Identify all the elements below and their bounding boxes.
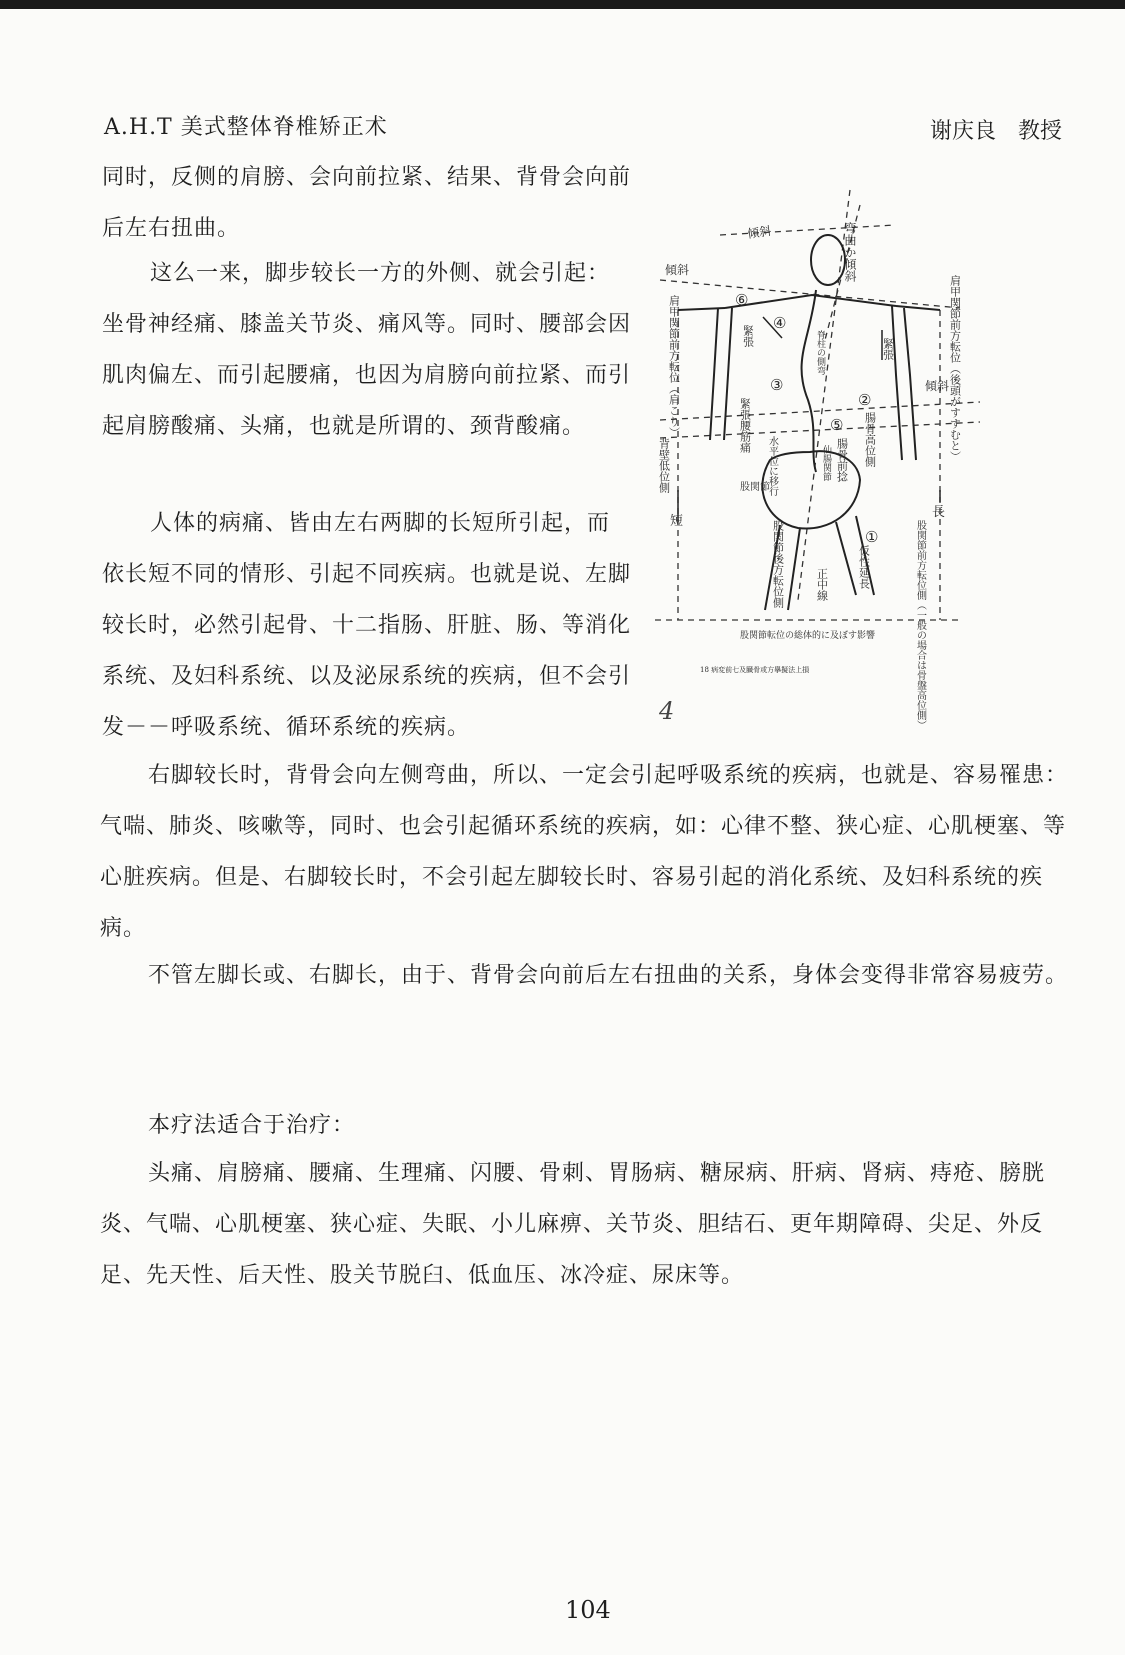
label-sacroiliac: 仙腸関節 (821, 445, 831, 481)
top-border-rule (0, 0, 1125, 9)
label-scapula-left: 肩甲関節前方転位（肩こり） (667, 295, 681, 438)
paragraph-4: 右脚较长时，背骨会向左侧弯曲，所以、一定会引起呼吸系统的疾病，也就是、容易罹患：气喘、肺炎、咳嗽等，同时、也会引起循环系统的疾病，如：心律不整、狭心症、心肌梗塞、等心脏疾病。但是、右脚较长时，不会引起左脚较长时、容易引起的消化系统、及妇科系统的疾病。 (100, 763, 1069, 941)
label-horizontal-shift: 水平位に移行 (766, 436, 778, 496)
marker-1: ① (865, 528, 879, 546)
body-outline (678, 235, 940, 610)
marker-6: ⑥ (735, 291, 749, 309)
label-hip-joint: 股関節 (740, 482, 770, 493)
paragraph-2: 这么一来，脚步较长一方的外侧、就会引起：坐骨神经痛、膝盖关节炎、痛风等。同时、腰部会因肌肉偏左、而引起腰痛，也因为肩膀向前拉紧、而引起肩膀酸痛、头痛，也就是所谓的、颈背酸痛。 (102, 261, 632, 439)
label-short: 短 (670, 514, 684, 529)
label-tension-upper: 緊張 (741, 325, 755, 347)
paragraph-1: 同时，反侧的肩膀、会向前拉紧、结果、背骨会向前后左右扭曲。 (102, 165, 632, 241)
label-scapula-right: 肩甲関節前方転位（後頭がすすむと） (948, 275, 962, 462)
marker-4: ④ (773, 314, 787, 332)
label-hip-back: 股関節後方転位側 (771, 520, 785, 608)
label-midline: 正中線 (815, 568, 829, 601)
label-iliac-front: 腸骨前捻 (835, 438, 849, 482)
handwritten-margin-mark: 4 (659, 697, 675, 725)
page-number: 104 (565, 1596, 611, 1624)
label-iliac-high: 腸骨高位側 (863, 412, 877, 467)
indications-list: 头痛、肩膀痛、腰痛、生理痛、闪腰、骨刺、胃肠病、糖尿病、肝病、肾病、痔疮、膀胱炎、气喘、心肌梗塞、狭心症、失眠、小儿麻痹、关节炎、胆结石、更年期障碍、尖足、外反足、先天性、后天性、股关节脱臼、低血压、冰冷症、尿床等。 (100, 1161, 1046, 1288)
author-name: 谢庆良 教授 (930, 119, 1063, 144)
figure-caption: 股関節転位の総体的に及ぼす影響 (740, 631, 876, 641)
label-tilt-shoulder-right: 傾斜 (925, 379, 950, 393)
indications-heading: 本疗法适合于治疗： (148, 1113, 356, 1138)
marker-2: ② (858, 391, 872, 409)
book-title: A.H.T 美式整体脊椎矫正术 (104, 115, 388, 140)
label-long: 長 (932, 505, 946, 520)
label-tension-lumbar: 緊張腰筋痛 (738, 398, 752, 453)
label-tilt-head: 傾斜 (746, 223, 773, 241)
label-curve-tilt: 弯曲か傾斜 (843, 222, 857, 282)
label-false-length: 仮性延長 (857, 545, 871, 589)
label-spine-curve: 脊柱の側弯 (815, 330, 825, 375)
label-hip-front: 股関節前方転位側（一般の場合は骨盤高位側） (914, 520, 926, 730)
paragraph-3: 人体的病痛、皆由左右两脚的长短所引起，而依长短不同的情形、引起不同疾病。也就是说、左脚较长时，必然引起骨、十二指肠、肝脏、肠、等消化系统、及妇科系统、以及泌尿系统的疾病，但不会引发－－呼吸系统、循环系统的疾病。 (102, 511, 632, 740)
figure-sub-caption: 18 病変前七及臓骨或方擧擬法上損 (700, 666, 810, 674)
marker-5: ⑤ (830, 416, 844, 434)
label-tension-right: 緊張 (881, 338, 895, 360)
spine-posture-diagram (657, 190, 1030, 730)
label-back-low: 背壁低位側 (657, 438, 671, 493)
marker-3: ③ (770, 376, 784, 394)
guide-lines (655, 190, 980, 620)
paragraph-5: 不管左脚长或、右脚长，由于、背骨会向前后左右扭曲的关系，身体会变得非常容易疲劳。 (148, 963, 1069, 988)
direction-arrows (678, 317, 940, 522)
label-tilt-shoulder-left: 傾斜 (665, 263, 690, 277)
